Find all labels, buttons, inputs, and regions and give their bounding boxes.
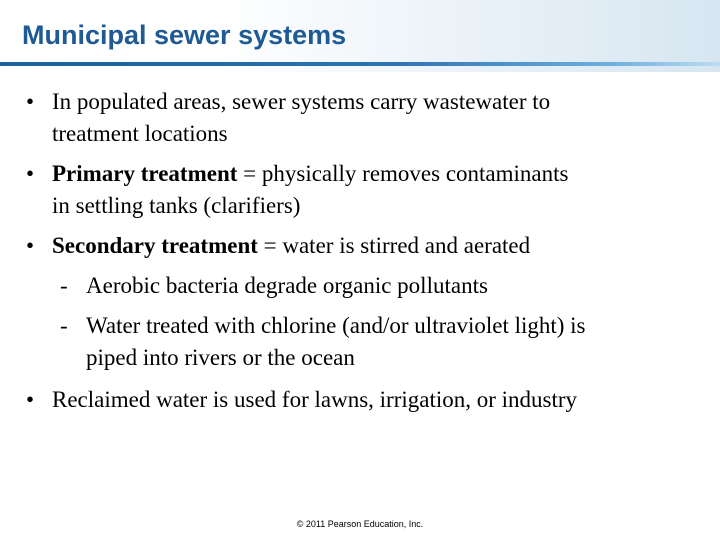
slide-title: Municipal sewer systems: [22, 20, 347, 50]
subitem-2-line-2: piped into rivers or the ocean: [86, 345, 355, 370]
bullet-marker: •: [26, 387, 35, 412]
subitem-1-line-1: Aerobic bacteria degrade organic pollutants: [86, 273, 488, 298]
subitem-dash: -: [60, 313, 68, 338]
bullet-2-line-1: [52, 161, 568, 187]
copyright-footer: © 2011 Pearson Education, Inc.: [296, 519, 424, 529]
bullet-2-line-2: in settling tanks (clarifiers): [52, 193, 301, 218]
bullet-1-line-1: In populated areas, sewer systems carry wastewater to: [52, 89, 551, 114]
bullet-4-line-1: Reclaimed water is used for lawns, irrigation, or industry: [52, 387, 578, 412]
bullet-marker: •: [26, 233, 35, 258]
bullet-3-definition: = water is stirred and aerated: [257, 233, 531, 258]
bullet-2-term: Primary treatment: [52, 161, 238, 186]
subitem-2-line-1: Water treated with chlorine (and/or ultraviolet light) is: [86, 313, 586, 338]
bullet-3-term: Secondary treatment: [52, 233, 258, 258]
bullet-2-definition: = physically removes contaminants: [237, 161, 569, 186]
subitem-dash: -: [60, 273, 68, 298]
bullet-marker: •: [26, 89, 35, 114]
bullet-marker: •: [26, 161, 35, 186]
bullet-1-line-2: treatment locations: [52, 121, 228, 146]
bullet-3-line-1: [52, 233, 530, 259]
